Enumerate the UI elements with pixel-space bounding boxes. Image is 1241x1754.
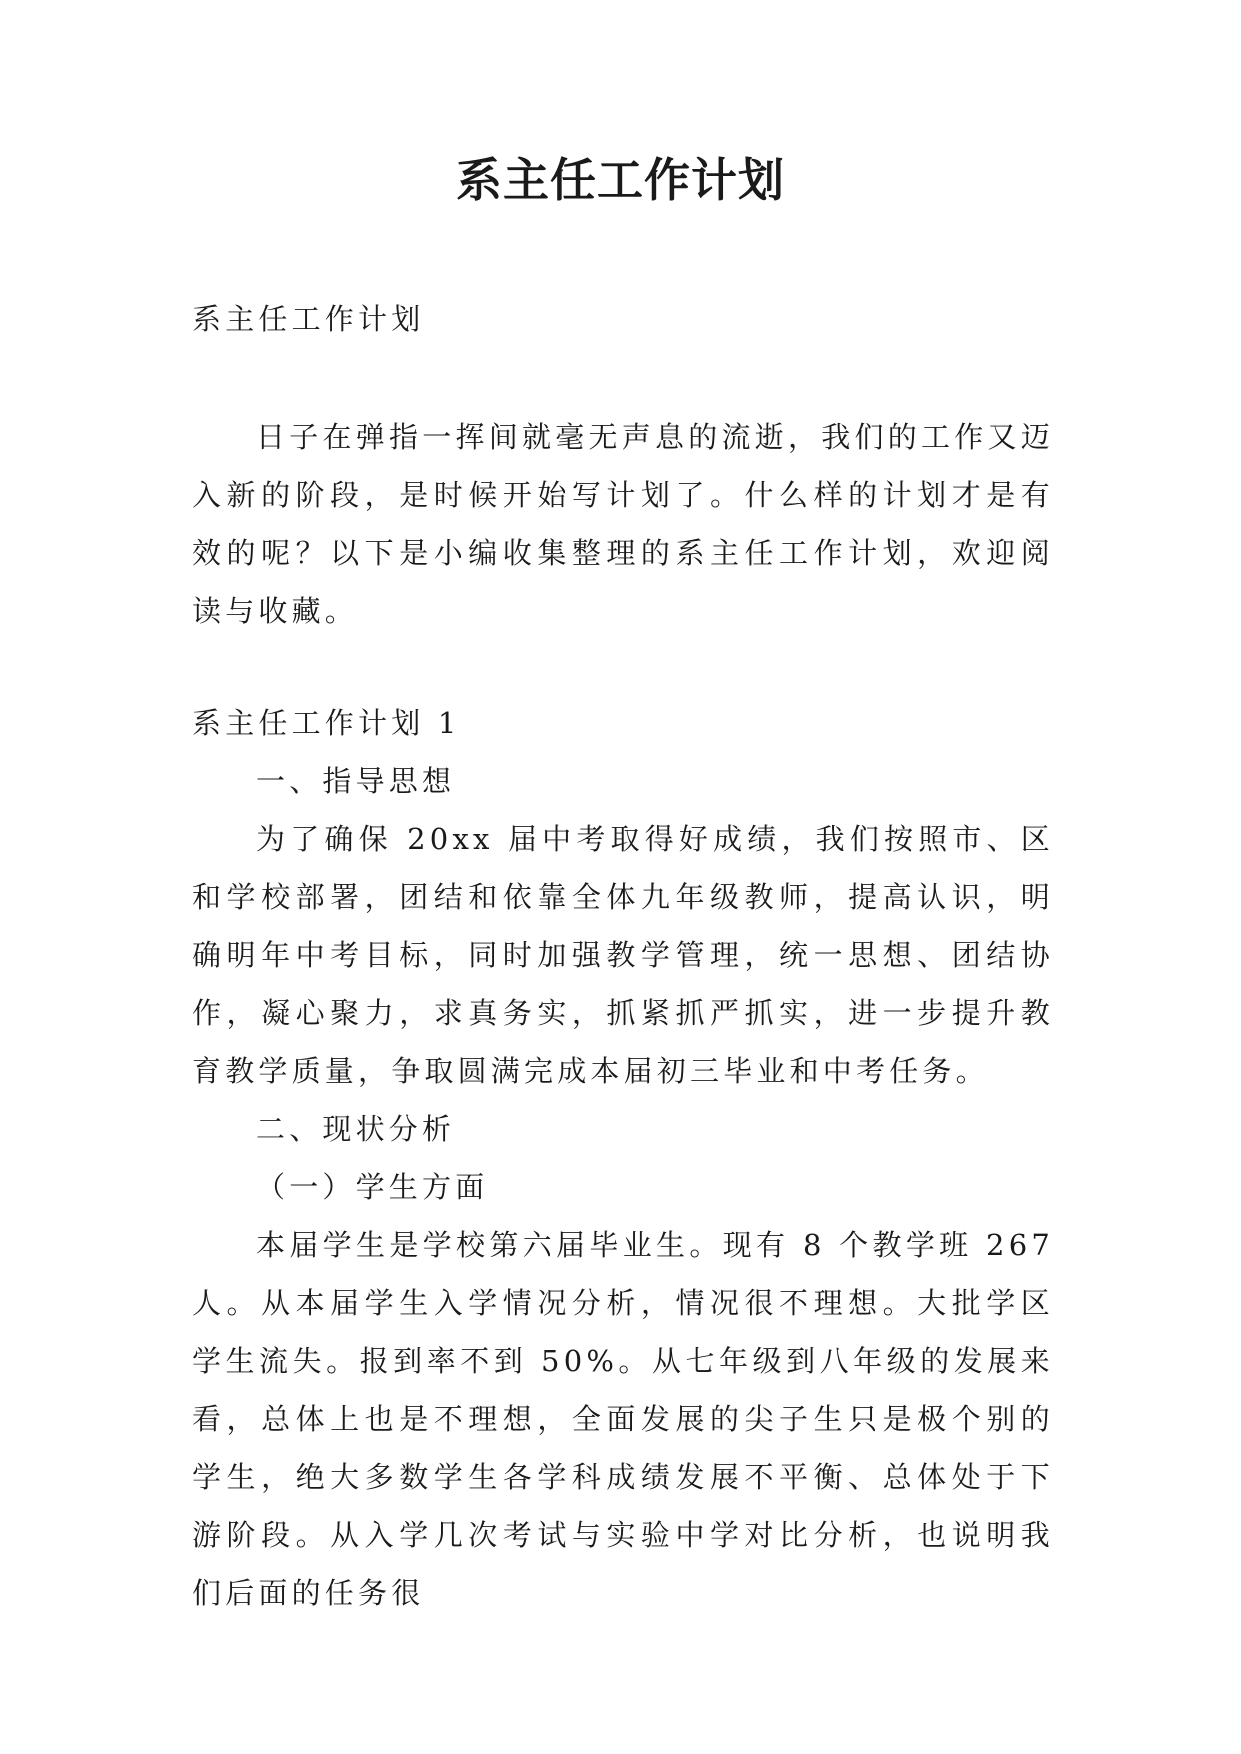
subheading-students: （一）学生方面	[256, 1170, 489, 1204]
document-body	[192, 290, 1054, 1622]
document-subtitle: 系主任工作计划	[192, 302, 425, 336]
section-title: 系主任工作计划 1	[192, 706, 461, 740]
heading-guiding-thought: 一、指导思想	[256, 764, 456, 798]
intro-paragraph: 日子在弹指一挥间就毫无声息的流逝，我们的工作又迈入新的阶段，是时候开始写计划了。什么样的计划才是有效的呢？以下是小编收集整理的系主任工作计划，欢迎阅读与收藏。	[192, 420, 1054, 628]
paragraph-guiding-thought: 为了确保 20xx 届中考取得好成绩，我们按照市、区和学校部署，团结和依靠全体九年级教师，提高认识，明确明年中考目标，同时加强教学管理，统一思想、团结协作，凝心聚力，求真务实，抓紧抓严抓实，进一步提升教育教学质量，争取圆满完成本届初三毕业和中考任务。	[192, 822, 1054, 1088]
spacer	[192, 348, 1054, 408]
document-title: 系主任工作计划	[456, 153, 785, 207]
paragraph-students: 本届学生是学校第六届毕业生。现有 8 个教学班 267 人。从本届学生入学情况分析，情况很不理想。大批学区学生流失。报到率不到 50%。从七年级到八年级的发展来看，总体上也是不理想，全面发展的尖子生只是极个别的学生，绝大多数学生各学科成绩发展不平衡、总体处于下游阶段。从入学几次考试与实验中学对比分析，也说明我们后面的任务很	[192, 1228, 1054, 1610]
spacer	[192, 640, 1054, 694]
heading-status-analysis: 二、现状分析	[256, 1112, 456, 1146]
